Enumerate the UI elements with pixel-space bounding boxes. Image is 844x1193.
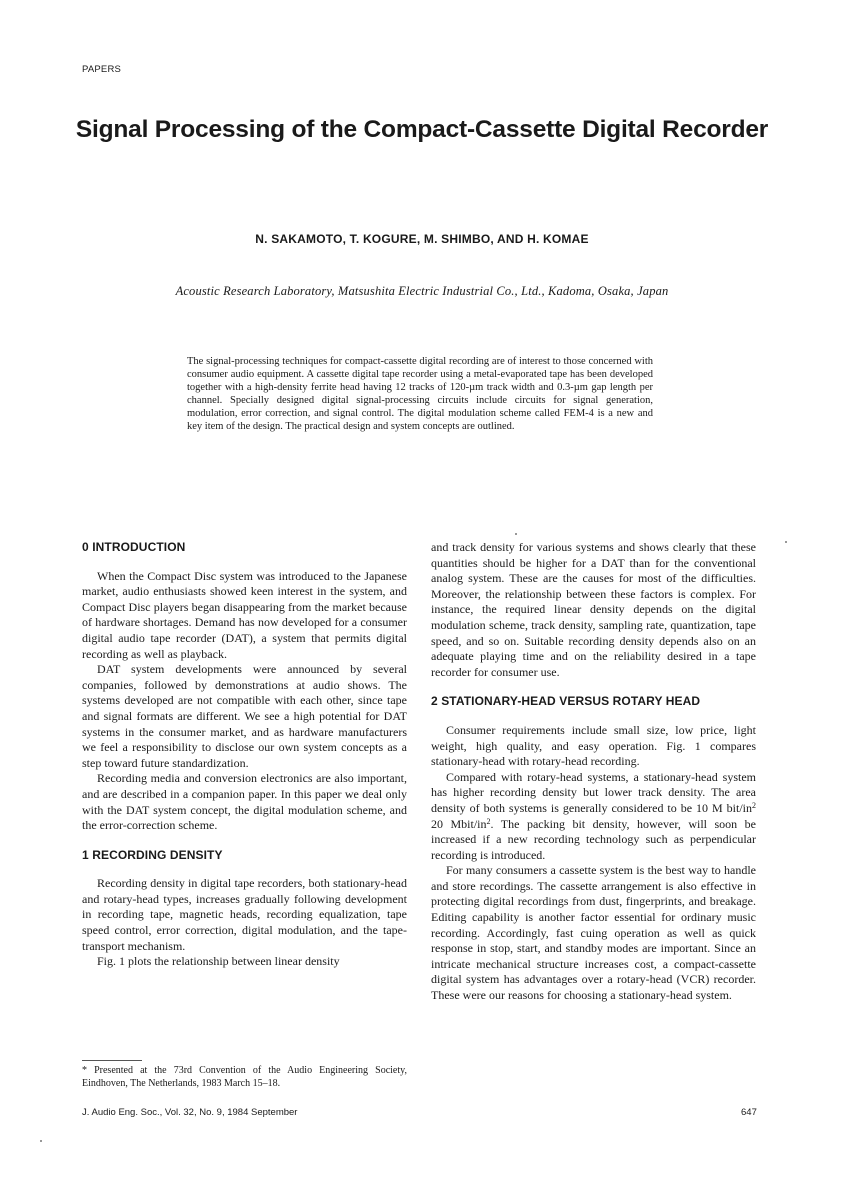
section-heading-stationary-vs-rotary: 2 STATIONARY-HEAD VERSUS ROTARY HEAD <box>431 694 701 709</box>
stationary-paragraph-2-part-2: 20 Mbit/in <box>431 816 487 831</box>
section-heading-introduction: 0 INTRODUCTION <box>82 540 186 554</box>
superscript-2: 2 <box>486 816 491 826</box>
density-paragraph-1: Recording density in digital tape recorders, both stationary-head and rotary-head types, increases gradually following development in recording tape, magnetic heads, recording equalization, tape speed control, error correction, digital modulation, and the tape-transport mechanism. <box>82 876 407 953</box>
stationary-paragraph-2-part-1: Compared with rotary-head systems, a stationary-head system has higher recording density but lower track density. The area density of both systems is generally considered to be 10 M bit/in <box>431 769 756 815</box>
scan-speck <box>40 1140 42 1142</box>
affiliation: Acoustic Research Laboratory, Matsushita Electric Industrial Co., Ltd., Kadoma, Osaka, Japan <box>175 284 669 298</box>
page-number: 647 <box>741 1107 757 1118</box>
footer-journal-citation: J. Audio Eng. Soc., Vol. 32, No. 9, 1984 September <box>82 1107 298 1118</box>
scan-speck <box>785 541 787 543</box>
section-label: PAPERS <box>82 64 122 75</box>
intro-paragraph-1: When the Compact Disc system was introduced to the Japanese market, audio enthusiasts showed keen interest in the system, and Compact Disc players began disappearing from the market because of hardware shortages. Demand has now developed for a consumer digital audio tape recorder (DAT), a system that permits digital recording as well as playback. <box>82 568 407 661</box>
stationary-paragraph-2 <box>431 770 756 864</box>
stationary-paragraph-2-part-3: . The packing bit density, however, will soon be increased if a new recording technology such as perpendicular recording is introduced. <box>431 816 756 862</box>
density-paragraph-2: Fig. 1 plots the relationship between linear density <box>97 954 340 969</box>
section-heading-recording-density: 1 RECORDING DENSITY <box>82 847 223 862</box>
intro-paragraph-2: DAT system developments were announced by several companies, followed by demonstrations at audio shows. The systems developed are not compatible with each other, since tape and signal formats are different. We see a high potential for DAT systems in the consumer market, and as hardware manufacturers we feel a responsibility to disclose our own system concepts as a step toward future standardization. <box>82 662 407 770</box>
intro-paragraph-3: Recording media and conversion electronics are also important, and are described in a companion paper. In this paper we deal only with the DAT system concept, the digital modulation scheme, and the error-correction scheme. <box>82 771 407 833</box>
paper-title: Signal Processing of the Compact-Cassette Digital Recorder <box>75 116 769 143</box>
footnote-divider <box>82 1060 142 1061</box>
superscript-2: 2 <box>752 800 756 810</box>
left-column <box>82 540 407 970</box>
stationary-paragraph-1: Consumer requirements include small size, low price, light weight, high quality, and easy operation. Fig. 1 compares stationary-head with rotary-head recording. <box>431 722 756 769</box>
density-continuation: and track density for various systems and shows clearly that these quantities should be higher for a DAT than for the conventional analog system. These are the causes for most of the difficulties. Moreover, the relationship between these factors is complex. For instance, the required linear density depends on the digital modulation scheme, track density, sampling rate, quantization, tape speed, and so on. Suitable recording density depends also on an adequate playing time and on the reliability desired in a tape recorder for consumer use. <box>431 540 756 679</box>
authors: N. SAKAMOTO, T. KOGURE, M. SHIMBO, AND H. KOMAE <box>255 232 589 246</box>
abstract: The signal-processing techniques for compact-cassette digital recording are of interest to those concerned with consumer audio equipment. A cassette digital tape recorder using a metal-evaporated tape has been developed together with a high-density ferrite head having 12 tracks of 120-µm track width and 0.3-µm gap length per channel. Specially designed digital signal-processing circuits include circuits for signal generation, modulation, error correction, and signal control. The digital modulation scheme called FEM-4 is a new and key item of the design. The practical design and system concepts are outlined. <box>187 356 653 432</box>
right-column <box>431 540 756 1004</box>
scan-speck <box>515 533 517 535</box>
footnote: * Presented at the 73rd Convention of the Audio Engineering Society, Eindhoven, The Netherlands, 1983 March 15–18. <box>82 1065 407 1089</box>
stationary-paragraph-3: For many consumers a cassette system is the best way to handle and store recordings. The cassette arrangement is also effective in protecting digital recordings from dust, fingerprints, and breakage. Editing capability is another factor essential for ordinary music recording. Accordingly, fast cuing operation as well as quick response in stop, start, and standby modes are important. Since an intricate mechanical structure increases cost, a compact-cassette digital system has advantages over a rotary-head (VCR) recorder. These were our reasons for choosing a stationary-head system. <box>431 863 756 1003</box>
